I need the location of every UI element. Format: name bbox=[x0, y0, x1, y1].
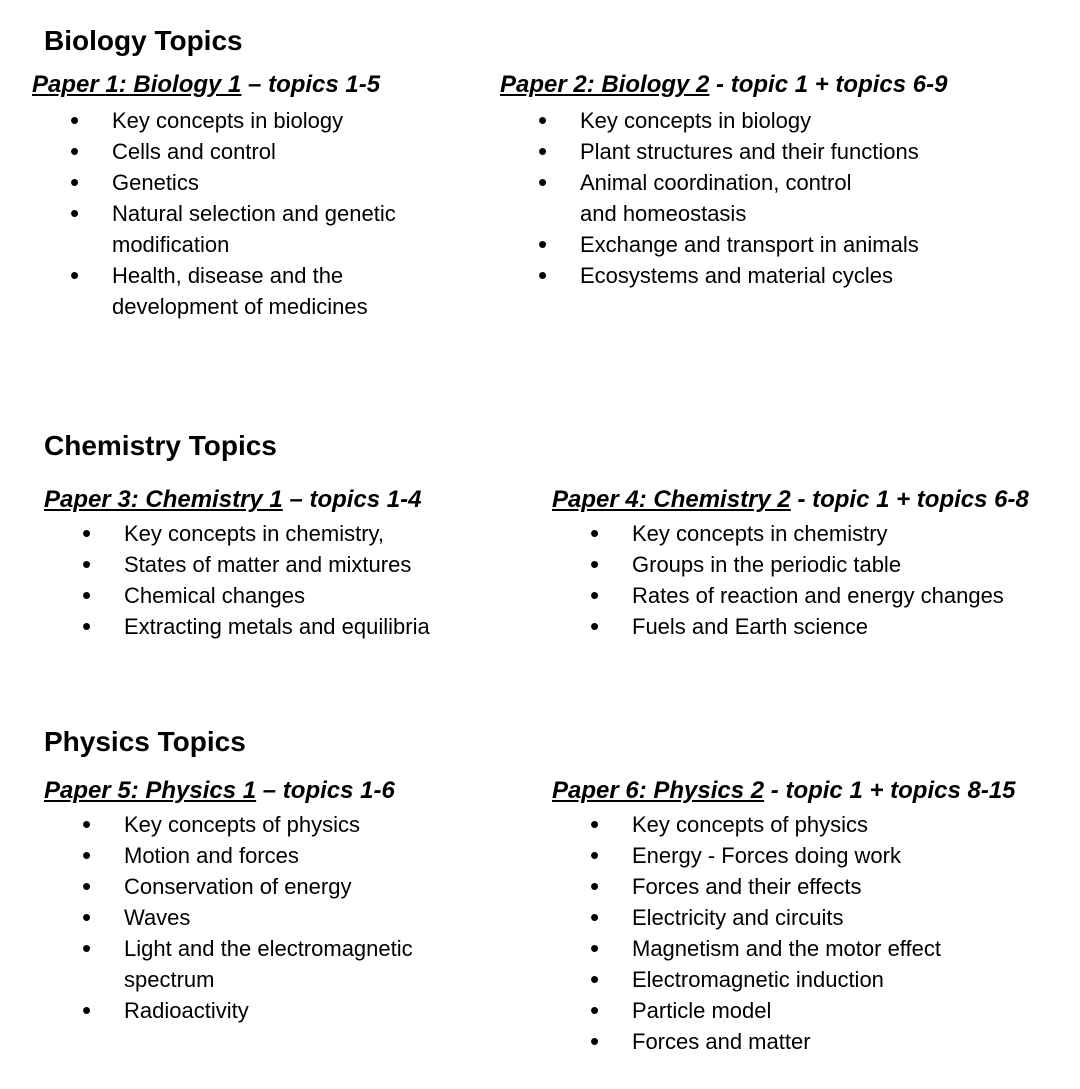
list-item: • Fuels and Earth science bbox=[552, 611, 1052, 642]
paper-4-name: Paper 4: Chemistry 2 bbox=[552, 486, 791, 513]
list-item: • Health, disease and the development of medicines bbox=[32, 260, 472, 322]
paper-2-heading bbox=[500, 71, 1000, 99]
list-item: • Plant structures and their functions bbox=[500, 136, 1000, 167]
paper-2-suffix: - topic 1 + topics 6-9 bbox=[709, 71, 948, 98]
paper-3-name: Paper 3: Chemistry 1 bbox=[44, 486, 283, 513]
paper-6-topic-list bbox=[552, 809, 1052, 1057]
list-item: • Key concepts of physics bbox=[44, 809, 444, 840]
list-item: • Key concepts in biology bbox=[500, 105, 1000, 136]
list-item: • Conservation of energy bbox=[44, 871, 444, 902]
list-item: • Key concepts in chemistry, bbox=[44, 518, 514, 549]
list-item: • Forces and matter bbox=[552, 1026, 1052, 1057]
paper-2-block bbox=[500, 71, 1000, 291]
list-item: • Exchange and transport in animals bbox=[500, 229, 1000, 260]
paper-3-suffix: – topics 1-4 bbox=[282, 486, 422, 513]
paper-2-name: Paper 2: Biology 2 bbox=[500, 71, 710, 98]
paper-3-block bbox=[44, 486, 514, 642]
list-item: • Motion and forces bbox=[44, 840, 444, 871]
list-item: • Key concepts of physics bbox=[552, 809, 1052, 840]
list-item: • Animal coordination, control and homeostasis bbox=[500, 167, 870, 229]
list-item: • Key concepts in chemistry bbox=[552, 518, 1052, 549]
list-item: • Radioactivity bbox=[44, 995, 444, 1026]
paper-6-block bbox=[552, 777, 1052, 1057]
paper-1-heading bbox=[32, 71, 472, 99]
list-item: • Electricity and circuits bbox=[552, 902, 1052, 933]
list-item: • States of matter and mixtures bbox=[44, 549, 514, 580]
list-item: • Particle model bbox=[552, 995, 1052, 1026]
paper-5-suffix: – topics 1-6 bbox=[256, 777, 395, 804]
paper-3-heading bbox=[44, 486, 514, 514]
paper-6-heading bbox=[552, 777, 1052, 805]
list-item: • Groups in the periodic table bbox=[552, 549, 1052, 580]
list-item: • Key concepts in biology bbox=[32, 105, 472, 136]
physics-section-title: Physics Topics bbox=[44, 726, 246, 757]
paper-1-name: Paper 1: Biology 1 bbox=[32, 71, 242, 98]
paper-5-name: Paper 5: Physics 1 bbox=[44, 777, 257, 804]
paper-6-suffix: - topic 1 + topics 8-15 bbox=[764, 777, 1016, 804]
list-item: • Light and the electromagnetic spectrum bbox=[44, 933, 414, 995]
paper-3-topic-list bbox=[44, 518, 514, 642]
paper-4-block bbox=[552, 486, 1052, 642]
list-item: • Natural selection and genetic modification bbox=[32, 198, 472, 260]
list-item: • Ecosystems and material cycles bbox=[500, 260, 1000, 291]
list-item: • Forces and their effects bbox=[552, 871, 1052, 902]
paper-4-suffix: - topic 1 + topics 6-8 bbox=[790, 486, 1029, 513]
paper-2-topic-list bbox=[500, 105, 1000, 291]
paper-1-topic-list bbox=[32, 105, 472, 322]
paper-4-topic-list bbox=[552, 518, 1052, 642]
biology-section-title: Biology Topics bbox=[44, 25, 243, 56]
list-item: • Electromagnetic induction bbox=[552, 964, 1052, 995]
list-item: • Magnetism and the motor effect bbox=[552, 933, 1052, 964]
chemistry-section-title: Chemistry Topics bbox=[44, 430, 277, 461]
paper-1-block bbox=[32, 71, 472, 322]
list-item: • Chemical changes bbox=[44, 580, 514, 611]
paper-5-topic-list bbox=[44, 809, 444, 1026]
list-item: • Energy - Forces doing work bbox=[552, 840, 1052, 871]
list-item: • Genetics bbox=[32, 167, 472, 198]
paper-1-suffix: – topics 1-5 bbox=[241, 71, 381, 98]
paper-6-name: Paper 6: Physics 2 bbox=[552, 777, 765, 804]
paper-4-heading bbox=[552, 486, 1052, 514]
list-item: • Rates of reaction and energy changes bbox=[552, 580, 1052, 611]
list-item: • Extracting metals and equilibria bbox=[44, 611, 514, 642]
paper-5-block bbox=[44, 777, 444, 1026]
list-item: • Waves bbox=[44, 902, 444, 933]
list-item: • Cells and control bbox=[32, 136, 472, 167]
paper-5-heading bbox=[44, 777, 444, 805]
